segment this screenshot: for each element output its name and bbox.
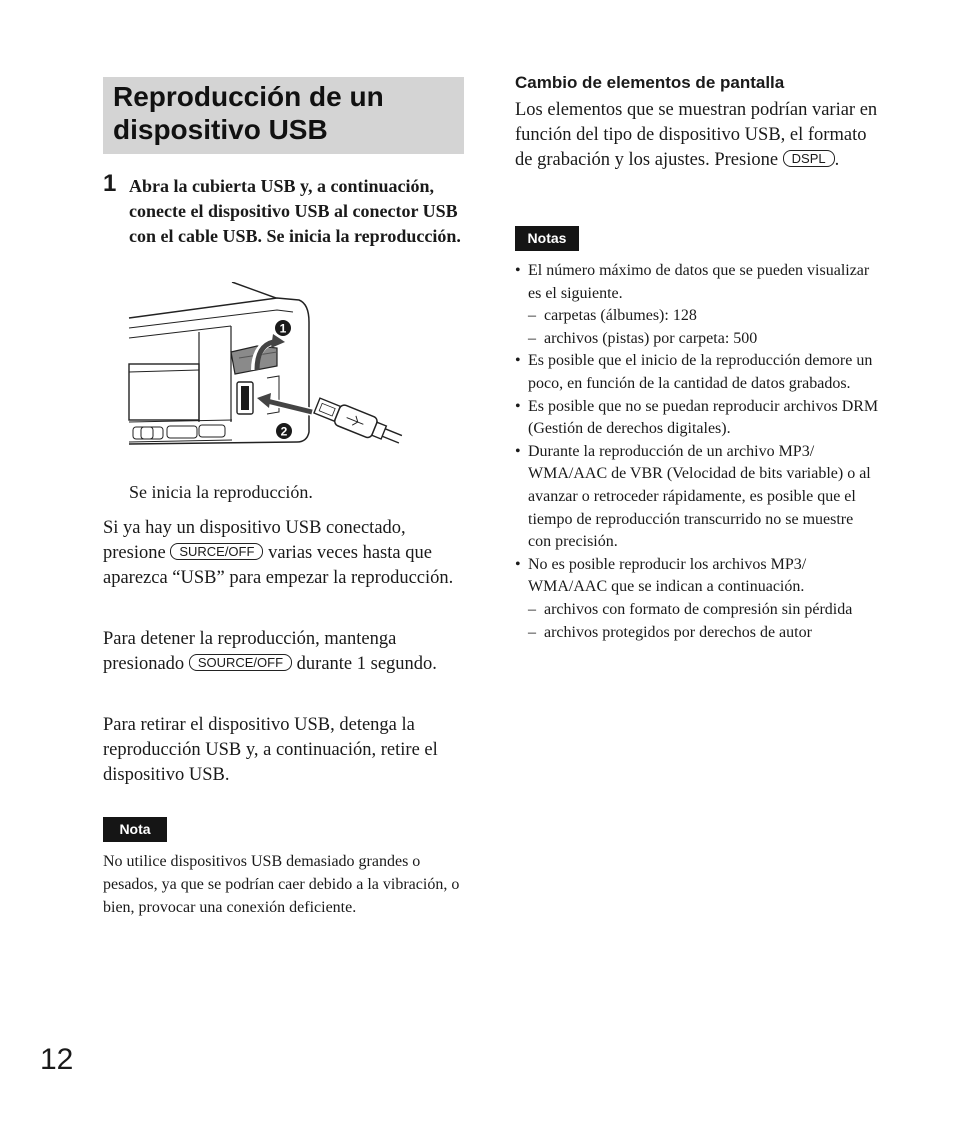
rp-text-after: . <box>834 150 840 170</box>
paragraph-remove-device: Para retirar el dispositivo USB, detenga la reproducción USB y, a continuación, retire el dispositivo USB. <box>103 715 438 785</box>
page-title-line1: Reproducción de un <box>113 81 384 112</box>
step-number: 1 <box>103 170 117 197</box>
display-change-paragraph <box>515 98 880 173</box>
note-subitem: – archivos protegidos por derechos de autor <box>515 622 880 645</box>
display-change-heading: Cambio de elementos de pantalla <box>515 73 785 92</box>
nota-label: Nota <box>103 817 167 842</box>
note-subitem: – archivos (pistas) por carpeta: 500 <box>515 328 880 351</box>
source-off-button-label: SURCE/OFF <box>170 543 263 560</box>
paragraph-stop-playback <box>103 627 465 677</box>
p1-text-after: varias veces hasta que aparezca “USB” para empezar la reproducción. <box>103 543 454 588</box>
p2-text-before: Para detener la reproducción, mantenga presionado <box>103 629 397 674</box>
note-subitem: – archivos con formato de compresión sin pérdida <box>515 599 880 622</box>
callout-1: 1 <box>279 321 287 336</box>
p2-text-after: durante 1 segundo. <box>296 654 437 674</box>
nota-text: No utilice dispositivos USB demasiado grandes o pesados, ya que se podrían caer debido a la vibración, o bien, provocar una conexión deficiente. <box>103 853 460 916</box>
figure-caption: Se inicia la reproducción. <box>129 482 313 502</box>
page-title-line2: dispositivo USB <box>113 114 328 145</box>
p1-text-before: Si ya hay un dispositivo USB conectado, presione <box>103 518 406 563</box>
note-item: • No es posible reproducir los archivos MP3/ WMA/AAC que se indican a continuación. <box>515 554 880 599</box>
page-number: 12 <box>40 1043 74 1076</box>
dspl-button-label: DSPL <box>783 150 835 167</box>
notas-label: Notas <box>515 226 579 251</box>
note-item: • Es posible que no se puedan reproducir archivos DRM (Gestión de derechos digitales). <box>515 396 880 441</box>
note-subitem: – carpetas (álbumes): 128 <box>515 305 880 328</box>
callout-2: 2 <box>280 424 288 439</box>
note-item: • Es posible que el inicio de la reproducción demore un poco, en función de la cantidad de datos grabados. <box>515 350 880 395</box>
page-title <box>113 80 458 146</box>
usb-connection-illustration <box>127 282 403 464</box>
note-item: • El número máximo de datos que se pueden visualizar es el siguiente. <box>515 260 880 305</box>
note-item: • Durante la reproducción de un archivo MP3/ WMA/AAC de VBR (Velocidad de bits variable) o al avanzar o retroceder rápidamente, es posible que el tiempo de reproducción transcurrido no se muestre con precisión. <box>515 441 880 554</box>
rp-text-before: Los elementos que se muestran podrían variar en función del tipo de dispositivo USB, el formato de grabación y los ajustes. Presione <box>515 100 878 170</box>
step-text: Abra la cubierta USB y, a continuación, conecte el dispositivo USB al conector USB con el cable USB. Se inicia la reproducción. <box>129 176 461 246</box>
paragraph-connected-device <box>103 516 465 591</box>
notes-list <box>515 260 880 644</box>
source-off-button-label-2: SOURCE/OFF <box>189 654 292 671</box>
